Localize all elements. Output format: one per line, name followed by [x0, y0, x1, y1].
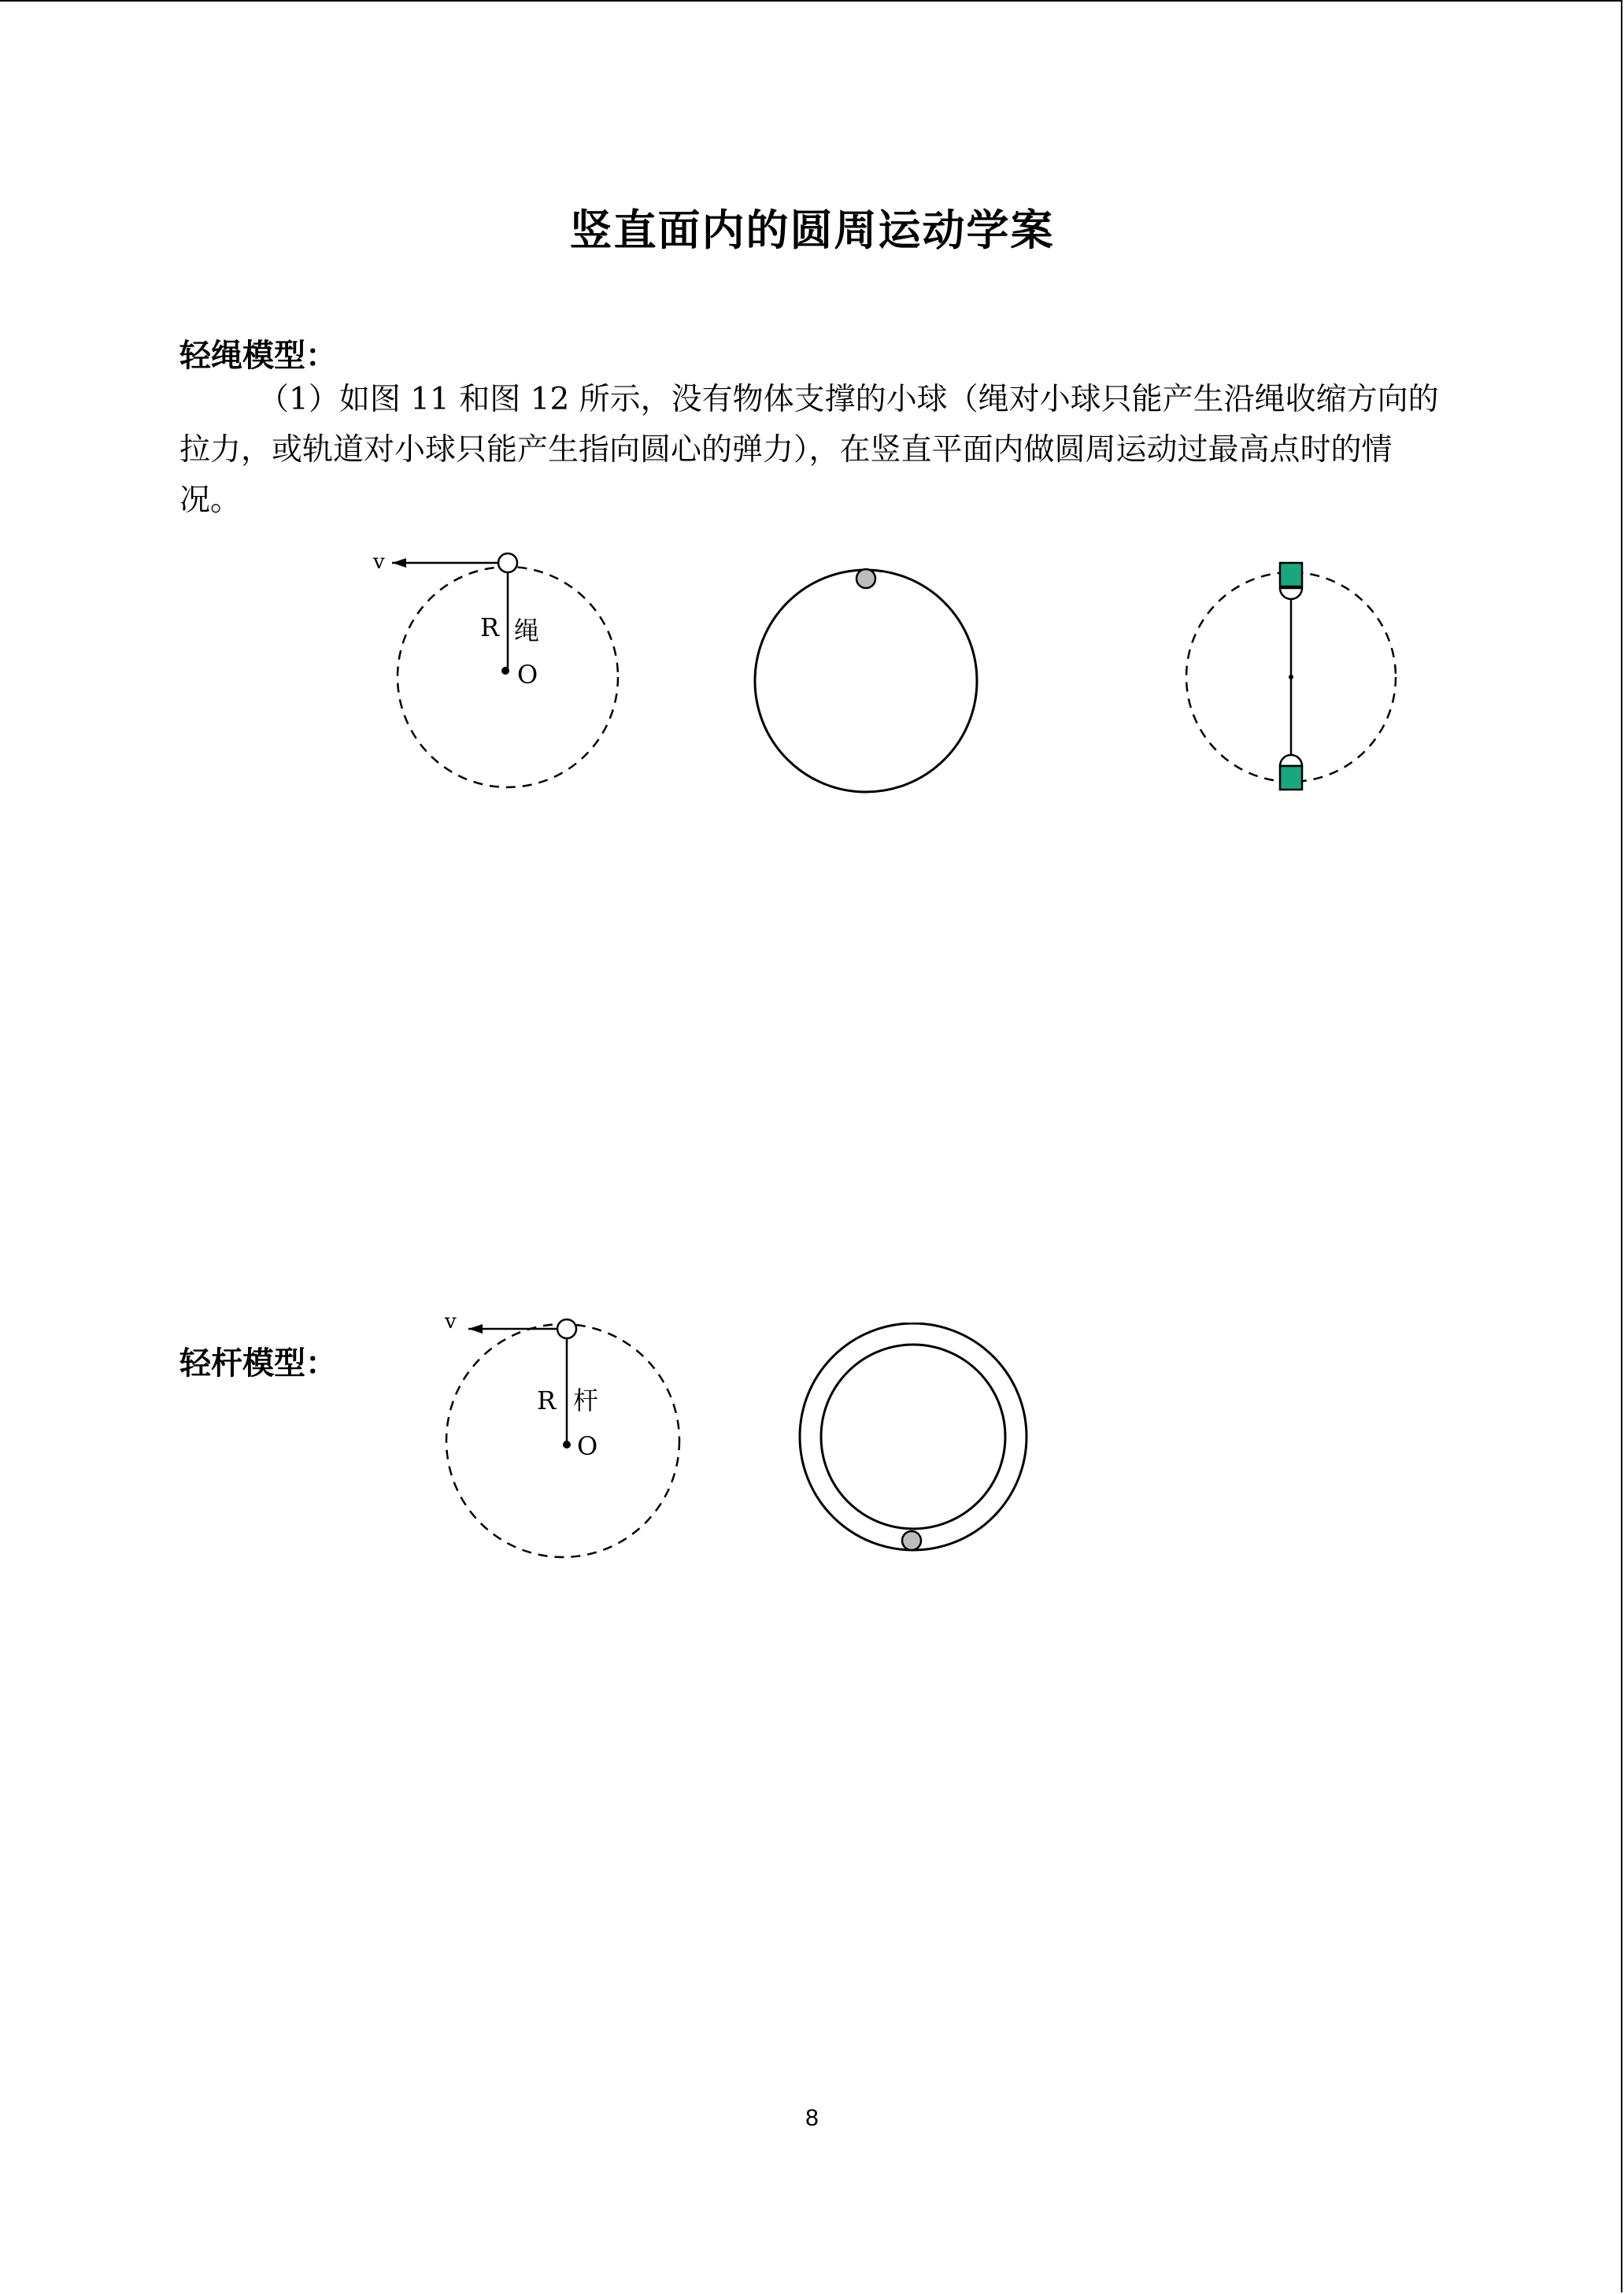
ball: [557, 1319, 576, 1338]
rod-circle-figure: [429, 1307, 697, 1574]
rope-model-heading: 轻绳模型：: [179, 338, 337, 374]
track-circle: [755, 570, 977, 792]
bottom-half-ball: [1280, 755, 1302, 766]
document-title: 竖直面内的圆周运动学案: [569, 205, 1055, 255]
rope-circle-figure: [362, 543, 630, 803]
inner-ring: [821, 1345, 1005, 1529]
top-half-ball: [1280, 588, 1302, 599]
track-circle-figure: [744, 559, 988, 803]
center-dot: [563, 1441, 571, 1449]
center-dot: [501, 667, 509, 675]
radius-label: R: [537, 1386, 557, 1415]
radius-label: R: [480, 612, 500, 642]
rod-label: 杆: [573, 1386, 599, 1415]
ball: [498, 553, 517, 572]
ball: [856, 569, 875, 588]
rod-model-heading: 轻杆模型：: [179, 1345, 337, 1382]
rope-label: 绳: [514, 616, 540, 646]
velocity-label: v: [373, 550, 385, 574]
tube-ring-figure: [795, 1323, 1031, 1559]
velocity-arrowhead: [468, 1324, 483, 1334]
velocity-label: v: [445, 1310, 457, 1334]
rope-model-paragraph: （1）如图 11 和图 12 所示，没有物体支撑的小球（绳对小球只能产生沿绳收缩方向的拉力，或轨道对小球只能产生指向圆心的弹力），在竖直平面内做圆周运动过最高点时的情况。: [179, 382, 1439, 518]
page-number: 8: [805, 2105, 819, 2131]
velocity-arrowhead: [392, 558, 406, 568]
bottom-block: [1280, 766, 1302, 790]
rod-blocks-figure: [1181, 555, 1409, 799]
center-label: O: [517, 660, 538, 690]
dashed-orbit: [446, 1324, 679, 1557]
center-label: O: [577, 1431, 598, 1461]
outer-ring: [800, 1323, 1027, 1550]
top-block: [1280, 563, 1302, 586]
center-dot: [1289, 675, 1293, 679]
ball: [902, 1531, 921, 1550]
